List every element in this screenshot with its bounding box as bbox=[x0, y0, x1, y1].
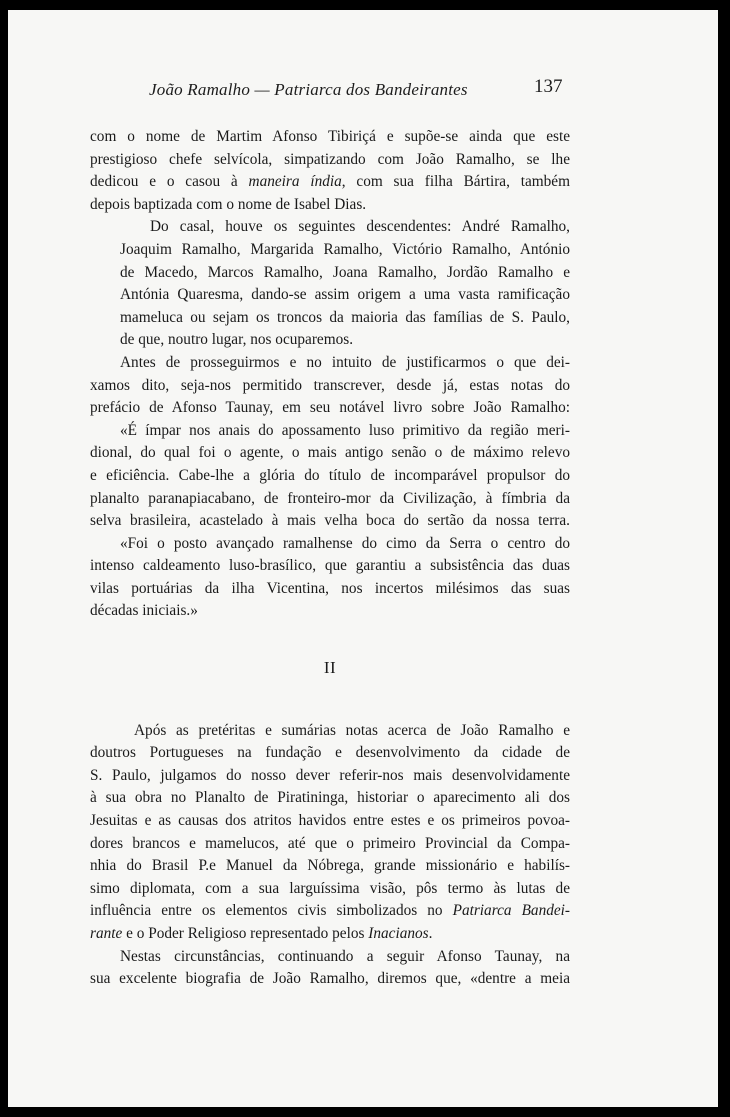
paragraph-1 bbox=[90, 126, 570, 216]
emphasis: Patriarca Bandei- bbox=[452, 902, 570, 920]
book-page bbox=[8, 10, 718, 1107]
text-line: Antónia Quaresma, dando-se assim origem a uma vasta ramificação bbox=[120, 286, 570, 304]
text-line: Jesuitas e as causas dos atritos havidos entre estes e os primeiros povoa- bbox=[90, 812, 570, 830]
text-line: xamos dito, seja-nos permitido transcrever, desde já, estas notas do bbox=[90, 376, 570, 394]
text-line: de que, noutro lugar, nos ocuparemos. bbox=[120, 331, 354, 349]
paragraph-7 bbox=[90, 946, 570, 991]
quote-paragraph-2 bbox=[90, 533, 570, 623]
emphasis: Inacianos bbox=[368, 925, 429, 942]
text-line: selva brasileira, acastelado à mais velha boca do sertão da nossa terra. bbox=[90, 512, 570, 530]
text-line: com o nome de Martim Afonso Tibiriçá e supõe-se ainda que este bbox=[90, 128, 570, 145]
emphasis: maneira índia bbox=[248, 173, 342, 191]
text-line: S. Paulo, julgamos do nosso dever referir-nos mais desenvolvidamente bbox=[90, 766, 570, 784]
quote-paragraph-1 bbox=[90, 420, 570, 533]
text-line: prefácio de Afonso Taunay, em seu notável livro sobre João Ramalho: bbox=[90, 399, 570, 417]
text-line: Após as pretéritas e sumárias notas acerca de João Ramalho e bbox=[134, 721, 570, 739]
text-line: rante e o Poder Religioso representado pelos Inacianos. bbox=[90, 925, 433, 942]
text-line: planalto paranapiacabano, de fronteiro-mor da Civilização, à fímbria da bbox=[90, 489, 570, 507]
running-title: João Ramalho — Patriarca dos Bandeirantes bbox=[149, 80, 468, 99]
text-line: Do casal, houve os seguintes descendentes: André Ramalho, bbox=[150, 218, 570, 236]
text-line: influência entre os elementos civis simbolizados no Patriarca Bandei- bbox=[90, 902, 570, 920]
text-line: nhia do Brasil P.e Manuel da Nóbrega, grande missionário e habilís- bbox=[90, 857, 570, 875]
text-line: dedicou e o casou à maneira índia, com sua filha Bártira, também bbox=[90, 173, 570, 191]
text-line: Antes de prosseguirmos e no intuito de justificarmos o que dei- bbox=[120, 353, 570, 371]
text-line: «É ímpar nos anais do apossamento luso primitivo da região meri- bbox=[120, 421, 570, 439]
text-line: dional, do qual foi o agente, o mais antigo senão o de máximo relevo bbox=[90, 444, 570, 462]
text-line: mameluca ou sejam os troncos da maioria das famílias de S. Paulo, bbox=[120, 308, 570, 326]
text-line: vilas portuárias da ilha Vicentina, nos incertos milésimos das suas bbox=[90, 579, 570, 597]
text-line: prestigioso chefe selvícola, simpatizando com João Ramalho, se lhe bbox=[90, 150, 570, 168]
body-text bbox=[90, 126, 570, 991]
paragraph-6 bbox=[90, 720, 570, 946]
text-line: simo diplomata, com a sua larguíssima visão, pôs termo às lutas de bbox=[90, 879, 570, 897]
text-line: Joaquim Ramalho, Margarida Ramalho, Victório Ramalho, António bbox=[120, 240, 570, 258]
text-line: doutros Portugueses na fundação e desenvolvimento da cidade de bbox=[90, 744, 570, 762]
text-line: Nestas circunstâncias, continuando a seguir Afonso Taunay, na bbox=[120, 947, 570, 965]
text-line: à sua obra no Planalto de Piratininga, historiar o aparecimento ali dos bbox=[90, 789, 570, 807]
text-line: sua excelente biografia de João Ramalho, diremos que, «dentre a meia bbox=[90, 970, 570, 988]
text-line: dores brancos e mamelucos, até que o primeiro Provincial da Compa- bbox=[90, 834, 570, 852]
paragraph-2 bbox=[90, 216, 570, 352]
page-header bbox=[8, 72, 718, 112]
text-line: décadas iniciais.» bbox=[90, 602, 198, 620]
emphasis: rante bbox=[90, 925, 123, 942]
text-line: «Foi o posto avançado ramalhense do cimo da Serra o centro do bbox=[120, 534, 570, 552]
text-line: de Macedo, Marcos Ramalho, Joana Ramalho, Jordão Ramalho e bbox=[120, 263, 570, 281]
text-line: depois baptizada com o nome de Isabel Dias. bbox=[90, 195, 367, 213]
page-number: 137 bbox=[534, 76, 563, 97]
section-heading: II bbox=[323, 658, 337, 678]
text-line: intenso caldeamento luso-brasílico, que garantiu a subsistência das duas bbox=[90, 557, 570, 575]
text-line: e eficiência. Cabe-lhe a glória do título de incomparável propulsor do bbox=[90, 466, 570, 484]
paragraph-3 bbox=[90, 352, 570, 420]
